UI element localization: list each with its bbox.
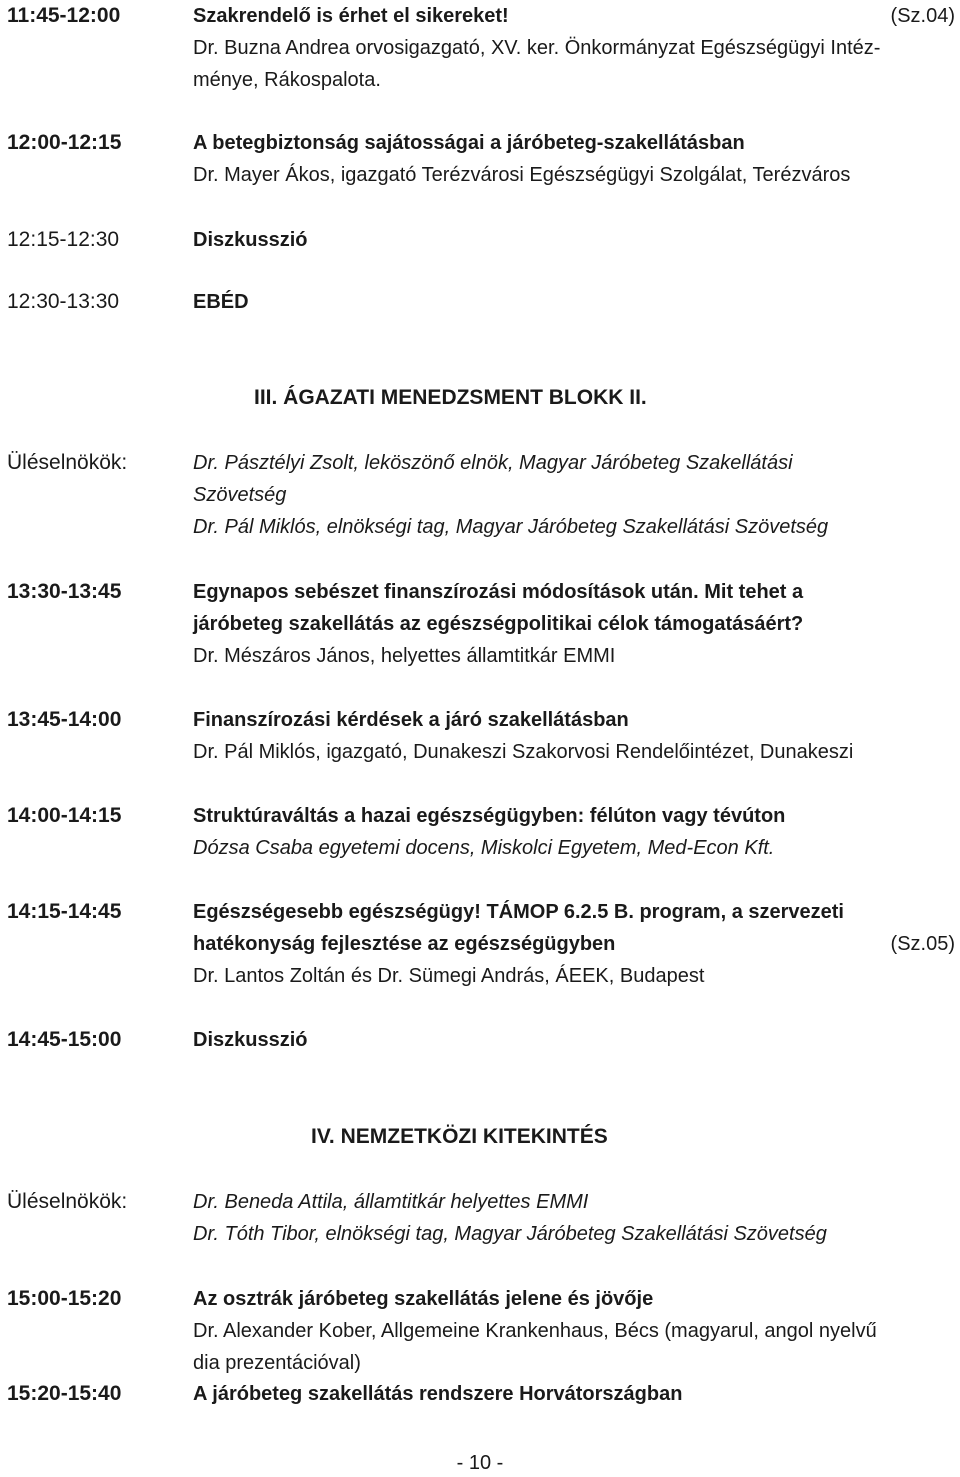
session-body bbox=[193, 127, 955, 191]
session-time: 11:45-12:00 bbox=[7, 4, 121, 27]
chairs-list bbox=[193, 1186, 955, 1250]
session-body bbox=[193, 576, 955, 672]
session-time: 14:00-14:15 bbox=[7, 804, 122, 827]
chair-line: Dr. Tóth Tibor, elnökségi tag, Magyar Járóbeteg Szakellátási Szövetség bbox=[193, 1223, 827, 1245]
section-ref: (Sz.05) bbox=[890, 933, 955, 955]
session-title: Finanszírozási kérdések a járó szakellátásban bbox=[193, 709, 629, 731]
session-title: Szakrendelő is érhet el sikereket! bbox=[193, 5, 509, 27]
session-body bbox=[193, 800, 955, 864]
chair-line: Dr. Pál Miklós, elnökségi tag, Magyar Járóbeteg Szakellátási Szövetség bbox=[193, 516, 829, 538]
session-title: Egynapos sebészet finanszírozási módosítások után. Mit tehet a bbox=[193, 581, 804, 603]
session-body bbox=[193, 224, 955, 256]
session-time: 14:15-14:45 bbox=[7, 900, 122, 923]
session-time: 12:30-13:30 bbox=[7, 290, 120, 313]
session-time: 15:00-15:20 bbox=[7, 1287, 122, 1310]
session-time: 12:15-12:30 bbox=[7, 228, 120, 251]
speaker-line: Dr. Alexander Kober, Allgemeine Krankenhaus, Bécs (magyarul, angol nyelvű bbox=[193, 1320, 877, 1342]
block-heading-3: III. ÁGAZATI MENEDZSMENT BLOKK II. bbox=[254, 386, 647, 409]
chairs-list bbox=[193, 447, 955, 543]
session-body bbox=[193, 1024, 955, 1056]
session-title: hatékonyság fejlesztése az egészségügyben bbox=[193, 933, 616, 955]
session-body bbox=[193, 704, 955, 768]
session-title: járóbeteg szakellátás az egészségpolitikai célok támogatásáért? bbox=[193, 613, 804, 635]
session-title: Diszkusszió bbox=[193, 1029, 308, 1051]
session-time: 13:30-13:45 bbox=[7, 580, 122, 603]
speaker-line: dia prezentációval) bbox=[193, 1352, 361, 1374]
chair-line: Dr. Beneda Attila, államtitkár helyettes EMMI bbox=[193, 1191, 589, 1213]
session-body bbox=[193, 286, 955, 318]
speaker-line: Dr. Mayer Ákos, igazgató Terézvárosi Egészségügyi Szolgálat, Terézváros bbox=[193, 164, 851, 186]
session-title: Diszkusszió bbox=[193, 229, 308, 251]
session-title: EBÉD bbox=[193, 291, 249, 313]
chairs-label: Üléselnökök: bbox=[7, 1190, 128, 1213]
section-ref: (Sz.04) bbox=[890, 5, 955, 27]
session-body bbox=[193, 896, 955, 992]
session-title: A járóbeteg szakellátás rendszere Horvátországban bbox=[193, 1383, 683, 1405]
session-time: 12:00-12:15 bbox=[7, 131, 122, 154]
speaker-line: Dr. Pál Miklós, igazgató, Dunakeszi Szakorvosi Rendelőintézet, Dunakeszi bbox=[193, 741, 854, 763]
session-time: 15:20-15:40 bbox=[7, 1382, 122, 1405]
speaker-line: Dr. Lantos Zoltán és Dr. Sümegi András, ÁEEK, Budapest bbox=[193, 965, 705, 987]
session-body bbox=[193, 1378, 955, 1410]
page-number: - 10 - bbox=[456, 1452, 504, 1474]
session-body bbox=[193, 1283, 955, 1379]
chairs-label: Üléselnökök: bbox=[7, 451, 128, 474]
session-title: Az osztrák járóbeteg szakellátás jelene és jövője bbox=[193, 1288, 654, 1310]
session-time: 13:45-14:00 bbox=[7, 708, 122, 731]
speaker-line: Dózsa Csaba egyetemi docens, Miskolci Egyetem, Med-Econ Kft. bbox=[193, 837, 775, 859]
session-time: 14:45-15:00 bbox=[7, 1028, 122, 1051]
chair-line: Szövetség bbox=[193, 484, 287, 506]
session-title: Struktúraváltás a hazai egészségügyben: félúton vagy tévúton bbox=[193, 805, 786, 827]
session-body bbox=[193, 0, 955, 96]
session-title: Egészségesebb egészségügy! TÁMOP 6.2.5 B. program, a szervezeti bbox=[193, 901, 844, 923]
speaker-line: ménye, Rákospalota. bbox=[193, 69, 381, 91]
session-title: A betegbiztonság sajátosságai a járóbeteg-szakellátásban bbox=[193, 132, 745, 154]
speaker-line: Dr. Buzna Andrea orvosigazgató, XV. ker. Önkormányzat Egészségügyi Intéz- bbox=[193, 37, 881, 59]
chair-line: Dr. Pásztélyi Zsolt, leköszönő elnök, Magyar Járóbeteg Szakellátási bbox=[193, 452, 793, 474]
block-heading-4: IV. NEMZETKÖZI KITEKINTÉS bbox=[311, 1125, 608, 1148]
speaker-line: Dr. Mészáros János, helyettes államtitkár EMMI bbox=[193, 645, 616, 667]
